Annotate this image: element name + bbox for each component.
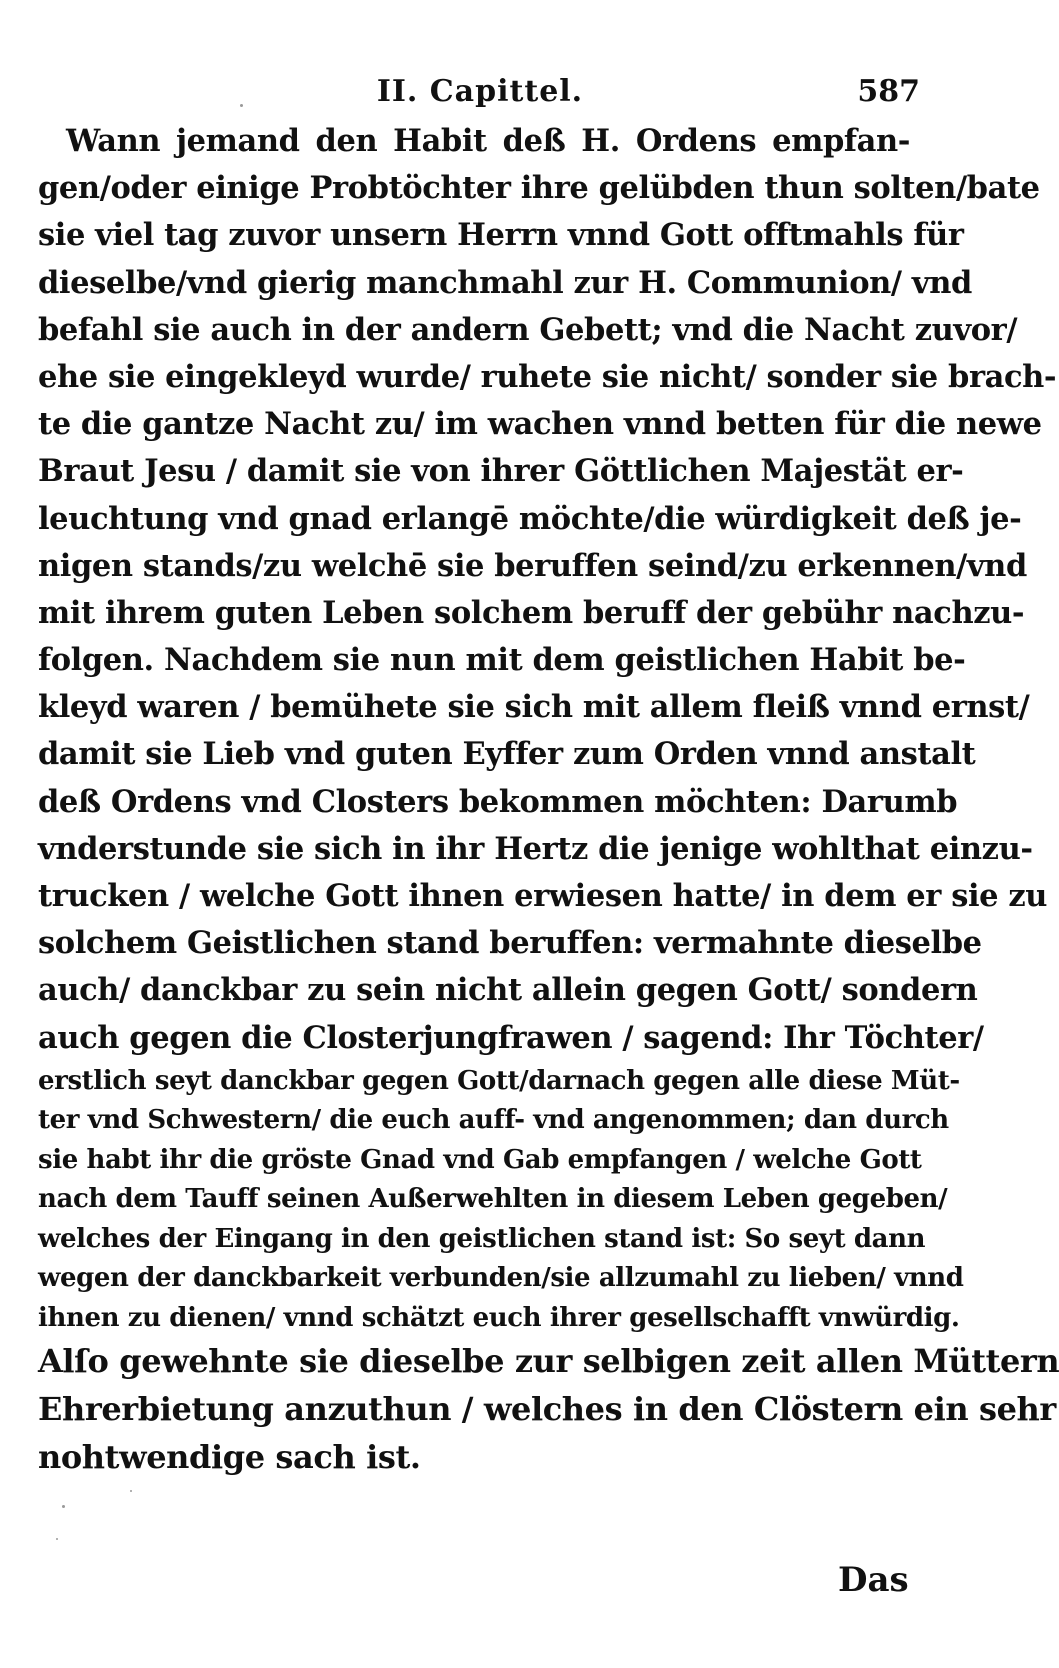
text-line-small: erstlich seyt danckbar gegen Gott/darnach gegen alle diese Müt-	[38, 1065, 960, 1096]
text-line-small: sie habt ihr die gröste Gnad vnd Gab empfangen / welche Gott	[38, 1144, 922, 1175]
text-line-small: wegen der danckbarkeit verbunden/sie allzumahl zu lieben/ vnnd	[38, 1263, 964, 1294]
scan-speck	[62, 1505, 65, 1508]
text-line: Wann jemand den Habit deß H. Ordens empfan-	[66, 123, 910, 159]
text-line: te die gantze Nacht zu/ im wachen vnnd betten für die newe	[38, 406, 1042, 443]
text-line: leuchtung vnd gnad erlangē möchte/die würdigkeit deß je-	[38, 500, 1022, 537]
text-line: ehe sie eingekleyd wurde/ ruhete sie nicht/ sonder sie brach-	[38, 358, 1057, 395]
text-line: befahl sie auch in der andern Gebett; vnd die Nacht zuvor/	[38, 311, 1018, 348]
scan-speck	[240, 104, 243, 107]
text-line: Braut Jesu / damit sie von ihrer Göttlichen Majestät er-	[38, 453, 964, 490]
text-line: solchem Geistlichen stand beruffen: vermahnte dieselbe	[38, 925, 982, 962]
text-line: mit ihrem guten Leben solchem beruff der gebühr nachzu-	[38, 594, 1025, 631]
catchword: Das	[838, 1560, 909, 1600]
text-line-large: Ehrerbietung anzuthun / welches in den Clöstern ein sehr	[38, 1389, 1056, 1428]
text-line: auch/ danckbar zu sein nicht allein gegen Gott/ sondern	[38, 972, 978, 1009]
text-line: damit sie Lieb vnd guten Eyffer zum Orden vnnd anstalt	[38, 736, 976, 773]
text-line: nigen stands/zu welchē sie beruffen seind/zu erkennen/vnd	[38, 547, 1027, 584]
text-line-small: ihnen zu dienen/ vnnd schätzt euch ihrer gesellschafft vnwürdig.	[38, 1302, 960, 1333]
text-line-small: nach dem Tauff seinen Außerwehlten in diesem Leben gegeben/	[38, 1184, 948, 1215]
page-number: 587	[857, 74, 920, 109]
text-line: auch gegen die Closterjungfrawen / sagend: Ihr Töchter/	[38, 1019, 984, 1056]
text-line: dieselbe/vnd gierig manchmahl zur H. Communion/ vnd	[38, 264, 972, 301]
text-line: deß Ordens vnd Closters bekommen möchten: Darumb	[38, 783, 958, 820]
text-line: gen/oder einige Probtöchter ihre gelübden thun solten/bate	[38, 170, 1040, 207]
running-head: II. Capittel.	[376, 74, 584, 109]
text-line: trucken / welche Gott ihnen erwiesen hatte/ in dem er sie zu	[38, 878, 1048, 914]
text-line: sie viel tag zuvor unsern Herrn vnnd Gott offtmahls für	[38, 217, 964, 254]
text-line-small: welches der Eingang in den geistlichen stand ist: So seyt dann	[38, 1223, 926, 1254]
text-line: kleyd waren / bemühete sie sich mit allem fleiß vnnd ernst/	[38, 689, 1030, 726]
text-line: folgen. Nachdem sie nun mit dem geistlichen Habit be-	[38, 642, 966, 679]
page-header	[40, 74, 920, 114]
body-text	[38, 118, 1059, 1481]
text-line-large: Alſo gewehnte sie dieselbe zur selbigen zeit allen Müttern	[38, 1342, 1059, 1381]
text-line: vnderstunde sie sich in ihr Hertz die jenige wohlthat einzu-	[38, 830, 1033, 867]
scan-speck	[130, 1490, 132, 1492]
scan-speck	[56, 1538, 58, 1540]
text-line-large: nohtwendige sach ist.	[38, 1437, 421, 1476]
text-line-small: ter vnd Schwestern/ die euch auff- vnd angenommen; dan durch	[38, 1105, 949, 1136]
